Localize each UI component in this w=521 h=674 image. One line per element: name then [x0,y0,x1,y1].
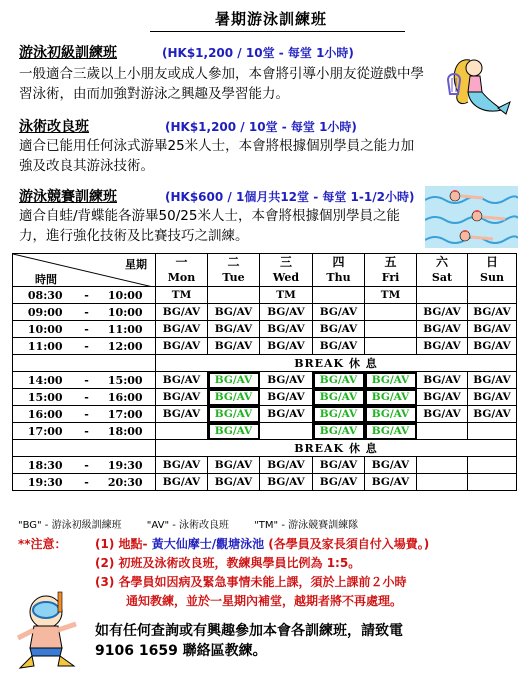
slot-cell-mon: BG/AV [156,406,208,423]
note-3: (3) 各學員如因病及緊急事情未能上課，須於上課前２小時 [95,575,407,589]
slot-cell-sun [468,287,517,304]
slot-dash: - [78,389,96,406]
slot-cell-sat [417,457,468,474]
slot-cell-thu [313,287,365,304]
slot-cell-sun: BG/AV [468,321,517,338]
schedule-break-row [13,440,517,457]
schedule-corner-header [13,254,156,287]
slot-cell-thu: BG/AV [313,457,365,474]
schedule-row [13,474,517,491]
slot-end-time: 12:00 [96,338,156,355]
slot-start-time: 14:00 [13,372,78,389]
slot-cell-fri: BG/AV [365,389,417,406]
slot-cell-fri: BG/AV [365,372,417,389]
course-competition-name: 游泳競賽訓練班 [19,189,117,205]
schedule-row [13,389,517,406]
slot-cell-thu: BG/AV [313,474,365,491]
slot-cell-tue: BG/AV [208,338,260,355]
contact-info [95,621,495,661]
slot-cell-sun: BG/AV [468,338,517,355]
schedule-row [13,338,517,355]
slot-start-time: 18:30 [13,457,78,474]
course-beginner-desc: 一般適合三歲以上小朋友或成人參加，本會將引導小朋友從遊戲中學習泳術，由而加強對游泳之興趣及學習能力。 [19,66,424,102]
slot-cell-mon: BG/AV [156,321,208,338]
slot-cell-wed: BG/AV [260,338,313,355]
day-header-wed: 三 Wed [260,254,313,287]
course-beginner-name: 游泳初級訓練班 [19,45,117,61]
slot-dash: - [78,287,96,304]
slot-cell-sun [468,423,517,440]
break-row: BREAK 休 息 [156,355,517,372]
slot-cell-sat [417,287,468,304]
corner-time-label: 時間 [35,273,57,286]
day-header-mon: 一 Mon [156,254,208,287]
slot-cell-mon [156,423,208,440]
slot-cell-fri: BG/AV [365,423,417,440]
slot-cell-tue: BG/AV [208,372,260,389]
slot-cell-mon: BG/AV [156,474,208,491]
slot-cell-sat: BG/AV [417,406,468,423]
slot-start-time: 15:00 [13,389,78,406]
slot-cell-wed: BG/AV [260,474,313,491]
day-header-sun: 日 Sun [468,254,517,287]
slot-cell-sat: BG/AV [417,372,468,389]
slot-cell-sun [468,474,517,491]
day-header-sat: 六 Sat [417,254,468,287]
title-underline [150,31,405,32]
day-header-tue: 二 Tue [208,254,260,287]
day-header-fri: 五 Fri [365,254,417,287]
slot-start-time: 08:30 [13,287,78,304]
slot-end-time: 17:00 [96,406,156,423]
slot-end-time: 20:30 [96,474,156,491]
course-beginner-price: (HK$1,200 / 10堂 - 每堂 1小時) [162,46,354,60]
slot-cell-fri [365,304,417,321]
legend-av: "AV" - 泳術改良班 [146,520,230,531]
legend-tm: "TM" - 游泳競賽訓練隊 [254,520,359,531]
slot-cell-fri: BG/AV [365,457,417,474]
slot-cell-tue: BG/AV [208,423,260,440]
slot-cell-tue: BG/AV [208,321,260,338]
break-row: BREAK 休 息 [156,440,517,457]
schedule-row [13,406,517,423]
slot-cell-sat [417,423,468,440]
course-competition-desc: 適合自蛙/背蝶能各游畢50/25米人士，本會將根據個別學員之能力，進行強化技術及比賽技巧之訓練。 [19,208,400,244]
slot-start-time: 16:00 [13,406,78,423]
slot-cell-sat: BG/AV [417,389,468,406]
slot-cell-mon: TM [156,287,208,304]
course-improve-price: (HK$1,200 / 10堂 - 每堂 1小時) [165,120,357,134]
schedule-row [13,372,517,389]
slot-dash: - [78,304,96,321]
slot-cell-fri: BG/AV [365,474,417,491]
course-improve-desc: 適合已能用任何泳式游畢25米人士，本會將根據個別學員之能力加強及改良其游泳技術。 [19,138,415,174]
slot-cell-tue: BG/AV [208,406,260,423]
slot-cell-wed: BG/AV [260,389,313,406]
slot-dash: - [78,406,96,423]
legend-bg: "BG" - 游泳初級訓練班 [18,520,122,531]
slot-end-time: 15:00 [96,372,156,389]
slot-cell-fri [365,338,417,355]
slot-cell-sun: BG/AV [468,406,517,423]
slot-end-time: 10:00 [96,287,156,304]
slot-cell-thu: BG/AV [313,304,365,321]
schedule-row [13,287,517,304]
slot-end-time: 19:30 [96,457,156,474]
slot-cell-thu: BG/AV [313,338,365,355]
course-improve-name: 泳術改良班 [19,119,89,135]
schedule-row [13,304,517,321]
notes-label: **注意： [18,537,67,551]
note-3-cont: 通知教練，並於一星期內補堂，越期者將不再處理。 [126,594,403,608]
slot-dash: - [78,321,96,338]
slot-cell-sat: BG/AV [417,338,468,355]
contact-line-1: 如有任何查詢或有興趣參加本會各訓練班，請致電 [95,623,403,639]
notes [18,535,498,615]
page-title: 暑期游泳訓練班 [215,10,328,28]
break-time-cell [13,355,156,372]
slot-cell-thu: BG/AV [313,389,365,406]
schedule-table [12,253,517,491]
legend [18,516,380,531]
slot-cell-mon: BG/AV [156,338,208,355]
slot-cell-sun [468,457,517,474]
slot-dash: - [78,372,96,389]
schedule-row [13,321,517,338]
slot-start-time: 17:00 [13,423,78,440]
note-1: (1) 地點- 黃大仙摩士/觀塘泳池 (各學員及家長須自付入場費。) [95,537,430,551]
slot-cell-sat [417,474,468,491]
slot-cell-fri: TM [365,287,417,304]
slot-cell-tue: BG/AV [208,389,260,406]
slot-cell-sat: BG/AV [417,321,468,338]
slot-cell-tue: BG/AV [208,304,260,321]
slot-dash: - [78,457,96,474]
slot-cell-thu: BG/AV [313,372,365,389]
slot-start-time: 10:00 [13,321,78,338]
course-competition-price: (HK$600 / 1個月共12堂 - 每堂 1-1/2小時) [165,190,415,204]
slot-cell-thu: BG/AV [313,321,365,338]
slot-cell-sat: BG/AV [417,304,468,321]
schedule-row [13,457,517,474]
slot-cell-tue: BG/AV [208,474,260,491]
slot-end-time: 11:00 [96,321,156,338]
slot-cell-wed: BG/AV [260,406,313,423]
schedule-break-row [13,355,517,372]
slot-end-time: 16:00 [96,389,156,406]
slot-start-time: 11:00 [13,338,78,355]
slot-cell-sun: BG/AV [468,304,517,321]
slot-cell-wed [260,423,313,440]
day-header-thu: 四 Thu [313,254,365,287]
slot-cell-sun: BG/AV [468,389,517,406]
slot-cell-wed: BG/AV [260,321,313,338]
slot-start-time: 09:00 [13,304,78,321]
diver-kid-illustration [10,590,88,670]
slot-dash: - [78,338,96,355]
note-2: (2) 初班及泳術改良班，教練與學員比例為 1:5。 [95,556,361,570]
slot-cell-thu: BG/AV [313,406,365,423]
slot-start-time: 19:30 [13,474,78,491]
slot-cell-wed: BG/AV [260,372,313,389]
schedule-row [13,423,517,440]
slot-cell-fri: BG/AV [365,406,417,423]
slot-cell-fri [365,321,417,338]
contact-line-2: 9106 1659 聯絡區教練。 [95,643,267,659]
slot-cell-mon: BG/AV [156,304,208,321]
slot-cell-thu: BG/AV [313,423,365,440]
slot-cell-sun: BG/AV [468,372,517,389]
slot-cell-mon: BG/AV [156,372,208,389]
slot-end-time: 10:00 [96,304,156,321]
slot-cell-mon: BG/AV [156,457,208,474]
slot-cell-wed: BG/AV [260,304,313,321]
slot-cell-mon: BG/AV [156,389,208,406]
swimmers-illustration [425,186,518,248]
slot-cell-wed: BG/AV [260,457,313,474]
slot-cell-tue [208,287,260,304]
slot-end-time: 18:00 [96,423,156,440]
mermaid-illustration [440,52,515,122]
slot-dash: - [78,423,96,440]
corner-day-label: 星期 [125,258,147,271]
slot-cell-tue: BG/AV [208,457,260,474]
slot-cell-wed: TM [260,287,313,304]
break-time-cell [13,440,156,457]
slot-dash: - [78,474,96,491]
